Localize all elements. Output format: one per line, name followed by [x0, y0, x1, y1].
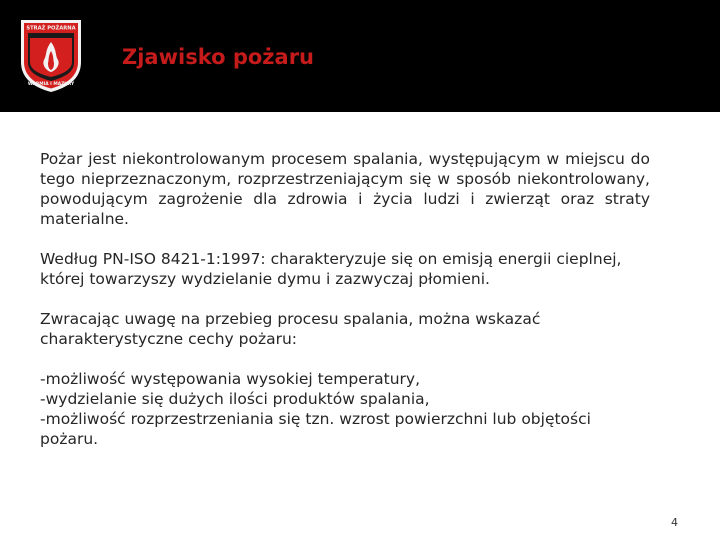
logo-text-top: STRAŻ POŻARNA — [26, 25, 76, 32]
feature-list — [40, 369, 650, 449]
feature-item: -możliwość rozprzestrzeniania się tzn. wzrost powierzchni lub objętości pożaru. — [40, 410, 591, 448]
feature-item: -możliwość występowania wysokiej temperatury, — [40, 370, 420, 388]
paragraph-definition: Pożar jest niekontrolowanym procesem spalania, występującym w miejscu do tego nieprzeznaczonym, rozprzestrzeniającym się w sposób niekontrolowany, powodującym zagrożenie dla zdrowia i życia ludzi i zwierząt oraz straty materialne. — [40, 150, 650, 228]
fire-brigade-emblem-icon — [18, 18, 84, 94]
paragraph-standard: Według PN-ISO 8421-1:1997: charakteryzuje się on emisją energii cieplnej, której towarzyszy wydzielanie dymu i zazwyczaj płomieni. — [40, 250, 622, 288]
logo-text-bottom: WARMIA I MAZURY — [27, 82, 75, 87]
feature-item: -wydzielanie się dużych ilości produktów spalania, — [40, 390, 430, 408]
slide-content — [40, 149, 650, 469]
paragraph-intro: Zwracając uwagę na przebieg procesu spalania, można wskazać charakterystyczne cechy pożaru: — [40, 310, 541, 348]
header-bar — [0, 0, 720, 112]
page-number: 4 — [671, 516, 678, 529]
slide-title: Zjawisko pożaru — [122, 45, 314, 69]
